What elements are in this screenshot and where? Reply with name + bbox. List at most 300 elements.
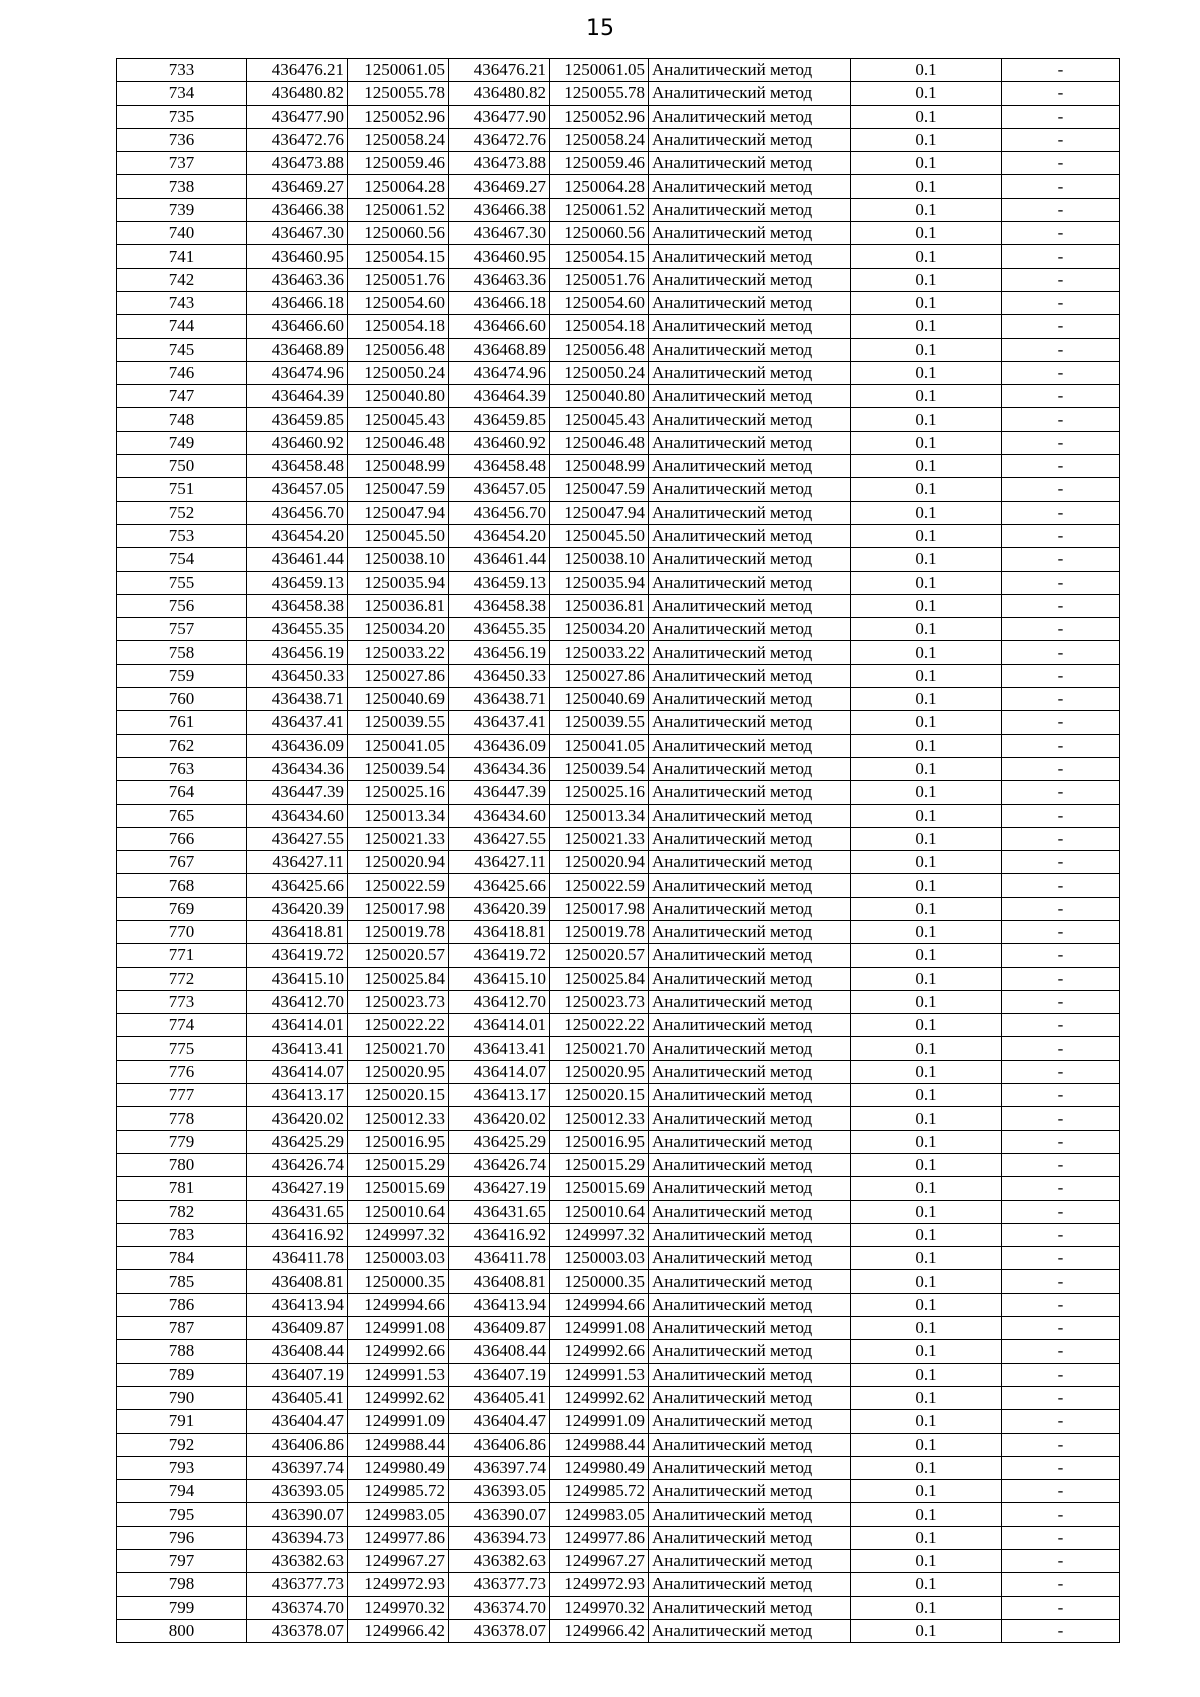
note-cell: -	[1002, 1596, 1120, 1619]
note-cell: -	[1002, 245, 1120, 268]
point-number-cell: 750	[117, 455, 247, 478]
y-coord-cell: 1250040.80	[348, 385, 449, 408]
x-coord-cell: 436459.85	[449, 408, 550, 431]
y-coord-cell: 1250022.22	[348, 1014, 449, 1037]
accuracy-cell: 0.1	[851, 1130, 1002, 1153]
method-cell: Аналитический метод	[649, 1317, 851, 1340]
method-cell: Аналитический метод	[649, 385, 851, 408]
y-coord-cell: 1250064.28	[348, 175, 449, 198]
x-coord-cell: 436458.38	[449, 594, 550, 617]
x-coord-cell: 436405.41	[247, 1386, 348, 1409]
table-row	[117, 1130, 1120, 1153]
x-coord-cell: 436459.85	[247, 408, 348, 431]
table-row	[117, 1014, 1120, 1037]
method-cell: Аналитический метод	[649, 268, 851, 291]
y-coord-cell: 1250061.52	[550, 198, 649, 221]
y-coord-cell: 1250015.29	[550, 1153, 649, 1176]
x-coord-cell: 436450.33	[247, 664, 348, 687]
note-cell: -	[1002, 1130, 1120, 1153]
table-row	[117, 1410, 1120, 1433]
x-coord-cell: 436397.74	[449, 1456, 550, 1479]
x-coord-cell: 436467.30	[247, 222, 348, 245]
point-number-cell: 798	[117, 1573, 247, 1596]
table-row	[117, 455, 1120, 478]
point-number-cell: 790	[117, 1386, 247, 1409]
accuracy-cell: 0.1	[851, 594, 1002, 617]
accuracy-cell: 0.1	[851, 1247, 1002, 1270]
y-coord-cell: 1250035.94	[550, 571, 649, 594]
table-body	[117, 59, 1120, 1643]
y-coord-cell: 1250036.81	[550, 594, 649, 617]
note-cell: -	[1002, 1223, 1120, 1246]
method-cell: Аналитический метод	[649, 1014, 851, 1037]
x-coord-cell: 436437.41	[247, 711, 348, 734]
table-row	[117, 222, 1120, 245]
y-coord-cell: 1249991.53	[550, 1363, 649, 1386]
y-coord-cell: 1250033.22	[550, 641, 649, 664]
x-coord-cell: 436425.66	[449, 874, 550, 897]
note-cell: -	[1002, 1153, 1120, 1176]
method-cell: Аналитический метод	[649, 781, 851, 804]
accuracy-cell: 0.1	[851, 1200, 1002, 1223]
point-number-cell: 733	[117, 59, 247, 82]
note-cell: -	[1002, 1480, 1120, 1503]
x-coord-cell: 436412.70	[247, 990, 348, 1013]
method-cell: Аналитический метод	[649, 1386, 851, 1409]
table-row	[117, 874, 1120, 897]
x-coord-cell: 436477.90	[247, 105, 348, 128]
y-coord-cell: 1249966.42	[348, 1619, 449, 1642]
point-number-cell: 769	[117, 897, 247, 920]
y-coord-cell: 1249991.53	[348, 1363, 449, 1386]
method-cell: Аналитический метод	[649, 1200, 851, 1223]
table-row	[117, 478, 1120, 501]
x-coord-cell: 436450.33	[449, 664, 550, 687]
method-cell: Аналитический метод	[649, 1433, 851, 1456]
y-coord-cell: 1250051.76	[550, 268, 649, 291]
y-coord-cell: 1250010.64	[550, 1200, 649, 1223]
x-coord-cell: 436466.60	[247, 315, 348, 338]
point-number-cell: 786	[117, 1293, 247, 1316]
x-coord-cell: 436405.41	[449, 1386, 550, 1409]
note-cell: -	[1002, 711, 1120, 734]
point-number-cell: 781	[117, 1177, 247, 1200]
note-cell: -	[1002, 268, 1120, 291]
y-coord-cell: 1249977.86	[348, 1526, 449, 1549]
x-coord-cell: 436455.35	[449, 618, 550, 641]
note-cell: -	[1002, 1433, 1120, 1456]
x-coord-cell: 436414.07	[247, 1060, 348, 1083]
table-row	[117, 1619, 1120, 1642]
x-coord-cell: 436378.07	[247, 1619, 348, 1642]
x-coord-cell: 436468.89	[449, 338, 550, 361]
x-coord-cell: 436420.39	[247, 897, 348, 920]
y-coord-cell: 1249980.49	[348, 1456, 449, 1479]
y-coord-cell: 1250021.33	[550, 827, 649, 850]
y-coord-cell: 1250040.80	[550, 385, 649, 408]
table-row	[117, 1177, 1120, 1200]
y-coord-cell: 1249967.27	[348, 1550, 449, 1573]
accuracy-cell: 0.1	[851, 59, 1002, 82]
x-coord-cell: 436461.44	[247, 548, 348, 571]
table-row	[117, 1223, 1120, 1246]
x-coord-cell: 436413.94	[247, 1293, 348, 1316]
x-coord-cell: 436419.72	[247, 944, 348, 967]
point-number-cell: 772	[117, 967, 247, 990]
table-row	[117, 268, 1120, 291]
method-cell: Аналитический метод	[649, 455, 851, 478]
method-cell: Аналитический метод	[649, 1247, 851, 1270]
accuracy-cell: 0.1	[851, 431, 1002, 454]
point-number-cell: 764	[117, 781, 247, 804]
y-coord-cell: 1249992.66	[348, 1340, 449, 1363]
note-cell: -	[1002, 664, 1120, 687]
method-cell: Аналитический метод	[649, 1619, 851, 1642]
x-coord-cell: 436411.78	[247, 1247, 348, 1270]
accuracy-cell: 0.1	[851, 1060, 1002, 1083]
note-cell: -	[1002, 455, 1120, 478]
table-row	[117, 1293, 1120, 1316]
y-coord-cell: 1250048.99	[348, 455, 449, 478]
x-coord-cell: 436458.38	[247, 594, 348, 617]
x-coord-cell: 436426.74	[449, 1153, 550, 1176]
point-number-cell: 761	[117, 711, 247, 734]
x-coord-cell: 436460.95	[247, 245, 348, 268]
y-coord-cell: 1250035.94	[348, 571, 449, 594]
table-row	[117, 827, 1120, 850]
point-number-cell: 765	[117, 804, 247, 827]
x-coord-cell: 436394.73	[449, 1526, 550, 1549]
note-cell: -	[1002, 105, 1120, 128]
table-row	[117, 408, 1120, 431]
method-cell: Аналитический метод	[649, 1153, 851, 1176]
point-number-cell: 799	[117, 1596, 247, 1619]
note-cell: -	[1002, 478, 1120, 501]
point-number-cell: 784	[117, 1247, 247, 1270]
y-coord-cell: 1250040.69	[348, 688, 449, 711]
y-coord-cell: 1250047.59	[348, 478, 449, 501]
method-cell: Аналитический метод	[649, 128, 851, 151]
x-coord-cell: 436416.92	[247, 1223, 348, 1246]
x-coord-cell: 436466.38	[247, 198, 348, 221]
point-number-cell: 767	[117, 851, 247, 874]
x-coord-cell: 436460.95	[449, 245, 550, 268]
y-coord-cell: 1250027.86	[348, 664, 449, 687]
x-coord-cell: 436467.30	[449, 222, 550, 245]
accuracy-cell: 0.1	[851, 734, 1002, 757]
x-coord-cell: 436427.19	[247, 1177, 348, 1200]
method-cell: Аналитический метод	[649, 897, 851, 920]
y-coord-cell: 1250012.33	[550, 1107, 649, 1130]
point-number-cell: 771	[117, 944, 247, 967]
method-cell: Аналитический метод	[649, 175, 851, 198]
method-cell: Аналитический метод	[649, 152, 851, 175]
method-cell: Аналитический метод	[649, 361, 851, 384]
note-cell: -	[1002, 920, 1120, 943]
accuracy-cell: 0.1	[851, 851, 1002, 874]
note-cell: -	[1002, 897, 1120, 920]
y-coord-cell: 1250039.55	[550, 711, 649, 734]
method-cell: Аналитический метод	[649, 1293, 851, 1316]
x-coord-cell: 436469.27	[247, 175, 348, 198]
x-coord-cell: 436393.05	[247, 1480, 348, 1503]
y-coord-cell: 1250003.03	[550, 1247, 649, 1270]
table-row	[117, 82, 1120, 105]
method-cell: Аналитический метод	[649, 874, 851, 897]
y-coord-cell: 1250039.55	[348, 711, 449, 734]
note-cell: -	[1002, 408, 1120, 431]
table-row	[117, 1200, 1120, 1223]
accuracy-cell: 0.1	[851, 1526, 1002, 1549]
accuracy-cell: 0.1	[851, 711, 1002, 734]
method-cell: Аналитический метод	[649, 920, 851, 943]
y-coord-cell: 1250050.24	[550, 361, 649, 384]
x-coord-cell: 436382.63	[449, 1550, 550, 1573]
y-coord-cell: 1250047.94	[550, 501, 649, 524]
y-coord-cell: 1250034.20	[348, 618, 449, 641]
x-coord-cell: 436463.36	[247, 268, 348, 291]
accuracy-cell: 0.1	[851, 1177, 1002, 1200]
y-coord-cell: 1249985.72	[550, 1480, 649, 1503]
note-cell: -	[1002, 501, 1120, 524]
method-cell: Аналитический метод	[649, 1503, 851, 1526]
y-coord-cell: 1249985.72	[348, 1480, 449, 1503]
x-coord-cell: 436406.86	[449, 1433, 550, 1456]
point-number-cell: 800	[117, 1619, 247, 1642]
x-coord-cell: 436456.70	[247, 501, 348, 524]
y-coord-cell: 1250022.22	[550, 1014, 649, 1037]
y-coord-cell: 1250061.52	[348, 198, 449, 221]
accuracy-cell: 0.1	[851, 920, 1002, 943]
x-coord-cell: 436480.82	[247, 82, 348, 105]
x-coord-cell: 436397.74	[247, 1456, 348, 1479]
x-coord-cell: 436436.09	[449, 734, 550, 757]
accuracy-cell: 0.1	[851, 804, 1002, 827]
note-cell: -	[1002, 1200, 1120, 1223]
accuracy-cell: 0.1	[851, 1317, 1002, 1340]
note-cell: -	[1002, 1177, 1120, 1200]
y-coord-cell: 1250039.54	[348, 757, 449, 780]
table-row	[117, 245, 1120, 268]
x-coord-cell: 436427.55	[449, 827, 550, 850]
method-cell: Аналитический метод	[649, 1596, 851, 1619]
y-coord-cell: 1250027.86	[550, 664, 649, 687]
y-coord-cell: 1250021.33	[348, 827, 449, 850]
note-cell: -	[1002, 524, 1120, 547]
method-cell: Аналитический метод	[649, 478, 851, 501]
x-coord-cell: 436457.05	[449, 478, 550, 501]
method-cell: Аналитический метод	[649, 618, 851, 641]
note-cell: -	[1002, 315, 1120, 338]
note-cell: -	[1002, 1619, 1120, 1642]
y-coord-cell: 1250020.95	[348, 1060, 449, 1083]
accuracy-cell: 0.1	[851, 548, 1002, 571]
y-coord-cell: 1250056.48	[550, 338, 649, 361]
accuracy-cell: 0.1	[851, 1037, 1002, 1060]
table-row	[117, 781, 1120, 804]
point-number-cell: 794	[117, 1480, 247, 1503]
table-row	[117, 1573, 1120, 1596]
method-cell: Аналитический метод	[649, 1060, 851, 1083]
method-cell: Аналитический метод	[649, 711, 851, 734]
x-coord-cell: 436459.13	[449, 571, 550, 594]
accuracy-cell: 0.1	[851, 1433, 1002, 1456]
method-cell: Аналитический метод	[649, 734, 851, 757]
x-coord-cell: 436415.10	[247, 967, 348, 990]
x-coord-cell: 436474.96	[247, 361, 348, 384]
x-coord-cell: 436418.81	[247, 920, 348, 943]
y-coord-cell: 1250045.50	[348, 524, 449, 547]
note-cell: -	[1002, 59, 1120, 82]
method-cell: Аналитический метод	[649, 1363, 851, 1386]
point-number-cell: 762	[117, 734, 247, 757]
y-coord-cell: 1250054.18	[348, 315, 449, 338]
note-cell: -	[1002, 1084, 1120, 1107]
y-coord-cell: 1249994.66	[550, 1293, 649, 1316]
accuracy-cell: 0.1	[851, 222, 1002, 245]
x-coord-cell: 436408.44	[449, 1340, 550, 1363]
table-row	[117, 501, 1120, 524]
point-number-cell: 734	[117, 82, 247, 105]
y-coord-cell: 1249967.27	[550, 1550, 649, 1573]
x-coord-cell: 436464.39	[449, 385, 550, 408]
accuracy-cell: 0.1	[851, 1223, 1002, 1246]
y-coord-cell: 1250046.48	[348, 431, 449, 454]
table-row	[117, 1456, 1120, 1479]
method-cell: Аналитический метод	[649, 827, 851, 850]
x-coord-cell: 436438.71	[247, 688, 348, 711]
accuracy-cell: 0.1	[851, 664, 1002, 687]
method-cell: Аналитический метод	[649, 1084, 851, 1107]
y-coord-cell: 1250025.16	[550, 781, 649, 804]
table-row	[117, 1526, 1120, 1549]
table-row	[117, 641, 1120, 664]
point-number-cell: 756	[117, 594, 247, 617]
note-cell: -	[1002, 1526, 1120, 1549]
x-coord-cell: 436458.48	[247, 455, 348, 478]
x-coord-cell: 436374.70	[449, 1596, 550, 1619]
x-coord-cell: 436476.21	[449, 59, 550, 82]
note-cell: -	[1002, 385, 1120, 408]
accuracy-cell: 0.1	[851, 338, 1002, 361]
x-coord-cell: 436456.19	[449, 641, 550, 664]
y-coord-cell: 1250020.15	[550, 1084, 649, 1107]
y-coord-cell: 1249991.08	[348, 1317, 449, 1340]
x-coord-cell: 436425.66	[247, 874, 348, 897]
note-cell: -	[1002, 338, 1120, 361]
method-cell: Аналитический метод	[649, 291, 851, 314]
note-cell: -	[1002, 1456, 1120, 1479]
y-coord-cell: 1250045.43	[348, 408, 449, 431]
note-cell: -	[1002, 1060, 1120, 1083]
x-coord-cell: 436425.29	[247, 1130, 348, 1153]
point-number-cell: 779	[117, 1130, 247, 1153]
note-cell: -	[1002, 82, 1120, 105]
table-row	[117, 1503, 1120, 1526]
y-coord-cell: 1250054.15	[348, 245, 449, 268]
note-cell: -	[1002, 1014, 1120, 1037]
y-coord-cell: 1250052.96	[550, 105, 649, 128]
y-coord-cell: 1249983.05	[348, 1503, 449, 1526]
table-row	[117, 711, 1120, 734]
accuracy-cell: 0.1	[851, 1107, 1002, 1130]
y-coord-cell: 1250060.56	[348, 222, 449, 245]
note-cell: -	[1002, 152, 1120, 175]
x-coord-cell: 436466.38	[449, 198, 550, 221]
accuracy-cell: 0.1	[851, 245, 1002, 268]
note-cell: -	[1002, 548, 1120, 571]
table-row	[117, 1340, 1120, 1363]
accuracy-cell: 0.1	[851, 175, 1002, 198]
note-cell: -	[1002, 1317, 1120, 1340]
table-row	[117, 688, 1120, 711]
table-row	[117, 967, 1120, 990]
table-row	[117, 291, 1120, 314]
y-coord-cell: 1250020.94	[348, 851, 449, 874]
x-coord-cell: 436413.17	[247, 1084, 348, 1107]
x-coord-cell: 436420.02	[449, 1107, 550, 1130]
point-number-cell: 774	[117, 1014, 247, 1037]
x-coord-cell: 436390.07	[247, 1503, 348, 1526]
note-cell: -	[1002, 1386, 1120, 1409]
note-cell: -	[1002, 618, 1120, 641]
note-cell: -	[1002, 851, 1120, 874]
y-coord-cell: 1250013.34	[550, 804, 649, 827]
accuracy-cell: 0.1	[851, 1573, 1002, 1596]
table-row	[117, 990, 1120, 1013]
x-coord-cell: 436407.19	[247, 1363, 348, 1386]
x-coord-cell: 436414.01	[449, 1014, 550, 1037]
x-coord-cell: 436426.74	[247, 1153, 348, 1176]
x-coord-cell: 436412.70	[449, 990, 550, 1013]
y-coord-cell: 1250054.60	[550, 291, 649, 314]
x-coord-cell: 436382.63	[247, 1550, 348, 1573]
accuracy-cell: 0.1	[851, 967, 1002, 990]
method-cell: Аналитический метод	[649, 967, 851, 990]
x-coord-cell: 436407.19	[449, 1363, 550, 1386]
x-coord-cell: 436464.39	[247, 385, 348, 408]
x-coord-cell: 436378.07	[449, 1619, 550, 1642]
x-coord-cell: 436454.20	[449, 524, 550, 547]
table-row	[117, 1386, 1120, 1409]
note-cell: -	[1002, 1363, 1120, 1386]
accuracy-cell: 0.1	[851, 1363, 1002, 1386]
method-cell: Аналитический метод	[649, 641, 851, 664]
method-cell: Аналитический метод	[649, 851, 851, 874]
method-cell: Аналитический метод	[649, 59, 851, 82]
x-coord-cell: 436472.76	[247, 128, 348, 151]
x-coord-cell: 436431.65	[449, 1200, 550, 1223]
point-number-cell: 751	[117, 478, 247, 501]
point-number-cell: 743	[117, 291, 247, 314]
point-number-cell: 759	[117, 664, 247, 687]
table-row	[117, 1084, 1120, 1107]
y-coord-cell: 1250015.69	[348, 1177, 449, 1200]
y-coord-cell: 1250048.99	[550, 455, 649, 478]
table-row	[117, 198, 1120, 221]
table-row	[117, 920, 1120, 943]
point-number-cell: 747	[117, 385, 247, 408]
accuracy-cell: 0.1	[851, 1619, 1002, 1642]
table-row	[117, 757, 1120, 780]
x-coord-cell: 436420.39	[449, 897, 550, 920]
note-cell: -	[1002, 222, 1120, 245]
x-coord-cell: 436460.92	[449, 431, 550, 454]
point-number-cell: 766	[117, 827, 247, 850]
accuracy-cell: 0.1	[851, 1503, 1002, 1526]
x-coord-cell: 436434.36	[247, 757, 348, 780]
point-number-cell: 753	[117, 524, 247, 547]
